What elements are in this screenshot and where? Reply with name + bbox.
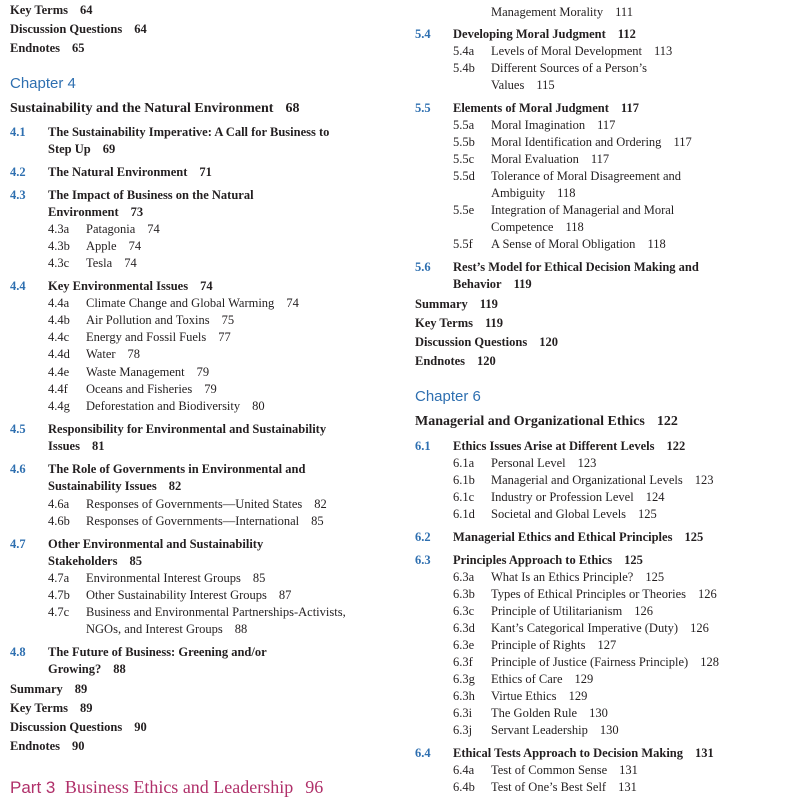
section-title: Environment xyxy=(48,205,119,219)
sub-title: Water xyxy=(86,347,116,361)
sub-title: Apple xyxy=(86,239,117,253)
sub-title: Patagonia xyxy=(86,222,136,236)
sub-page: 124 xyxy=(645,490,665,504)
section-title: The Impact of Business on the Natural xyxy=(48,188,254,202)
sub-page: 85 xyxy=(252,571,266,585)
sub-page: 118 xyxy=(647,237,666,251)
section-page: 85 xyxy=(129,554,142,568)
toc-section-4-4[interactable] xyxy=(10,278,213,294)
toc-sub-4-4g[interactable] xyxy=(48,398,265,414)
sub-code: 5.5e xyxy=(453,203,475,217)
sub-page: 125 xyxy=(645,570,665,584)
sub-code: 6.3e xyxy=(453,638,475,652)
toc-sub-5-5d[interactable] xyxy=(453,168,681,184)
toc-sub-6-3f[interactable] xyxy=(453,654,719,670)
toc-sub-5-5e-cont[interactable] xyxy=(491,219,584,235)
toc-sub-4-7c[interactable] xyxy=(48,604,346,620)
section-page: 74 xyxy=(200,279,213,293)
toc-sub-5-4a[interactable] xyxy=(453,43,672,59)
sub-code: 4.3c xyxy=(48,256,70,270)
toc-section-4-1-cont[interactable] xyxy=(48,141,115,157)
sub-page: 126 xyxy=(698,587,717,601)
sub-title: Kant’s Categorical Imperative (Duty) xyxy=(491,621,679,635)
entry-label: Summary xyxy=(415,297,468,311)
section-title: Behavior xyxy=(453,277,502,291)
sub-page: 88 xyxy=(234,622,248,636)
toc-section-6-2[interactable] xyxy=(415,529,703,545)
toc-section-4-8[interactable] xyxy=(10,644,267,660)
sub-title: Deforestation and Biodiversity xyxy=(86,399,241,413)
toc-sub-6-3a[interactable] xyxy=(453,569,664,585)
section-page: 122 xyxy=(666,439,686,453)
toc-sub-6-1b[interactable] xyxy=(453,472,713,488)
toc-section-4-2[interactable] xyxy=(10,164,212,180)
toc-sub-6-1c[interactable] xyxy=(453,489,664,505)
sub-page: 130 xyxy=(599,723,619,737)
section-title: Step Up xyxy=(48,142,91,156)
entry-label: Endnotes xyxy=(10,739,61,753)
toc-sub-6-3d[interactable] xyxy=(453,620,709,636)
section-number: 4.7 xyxy=(10,537,26,551)
toc-sub-6-3i[interactable] xyxy=(453,705,608,721)
sub-title: A Sense of Moral Obligation xyxy=(491,237,636,251)
toc-sub-5-5f[interactable] xyxy=(453,236,666,252)
sub-code: 4.3a xyxy=(48,222,70,236)
toc-section-4-5-cont[interactable] xyxy=(48,438,104,454)
sub-code: 5.4b xyxy=(453,61,475,75)
sub-code: 4.7c xyxy=(48,605,70,619)
sub-page: 74 xyxy=(286,296,299,310)
entry-page: 64 xyxy=(79,3,93,17)
sub-page: 129 xyxy=(574,672,594,686)
sub-title: Tolerance of Moral Disagreement and xyxy=(491,169,682,183)
sub-code: 6.3c xyxy=(453,604,475,618)
section-number: 5.6 xyxy=(415,260,431,274)
part-label: Part 3 xyxy=(10,778,56,797)
section-title: The Future of Business: Greening and/or xyxy=(48,645,267,659)
section-number: 4.4 xyxy=(10,279,26,293)
sub-page: 129 xyxy=(568,689,588,703)
section-number: 6.3 xyxy=(415,553,431,567)
toc-entry-endnotes-ch3[interactable] xyxy=(10,40,85,56)
entry-page: 89 xyxy=(74,682,88,696)
toc-section-4-5[interactable] xyxy=(10,421,326,437)
sub-page: 79 xyxy=(196,365,210,379)
sub-title: Values xyxy=(491,78,525,92)
toc-section-4-6[interactable] xyxy=(10,461,305,477)
sub-page: 80 xyxy=(252,399,265,413)
section-page: 131 xyxy=(695,746,714,760)
toc-sub-4-4b[interactable] xyxy=(48,312,234,328)
sub-title: Air Pollution and Toxins xyxy=(86,313,210,327)
entry-page: 89 xyxy=(79,701,93,715)
toc-sub-4-4e[interactable] xyxy=(48,364,209,380)
sub-code: 6.1a xyxy=(453,456,475,470)
entry-page: 120 xyxy=(477,354,496,368)
toc-sub-5-3-cont[interactable] xyxy=(491,4,633,20)
toc-sub-4-3b[interactable] xyxy=(48,238,141,254)
section-title: The Role of Governments in Environmental and xyxy=(48,462,306,476)
sub-title: Virtue Ethics xyxy=(491,689,557,703)
chapter-6-heading: Chapter 6 xyxy=(415,388,481,405)
entry-page: 119 xyxy=(479,297,498,311)
toc-sub-6-3b[interactable] xyxy=(453,586,717,602)
section-page: 125 xyxy=(624,553,643,567)
toc-entry-endnotes-ch4[interactable] xyxy=(10,738,85,754)
entry-label: Endnotes xyxy=(10,41,61,55)
section-page: 117 xyxy=(620,101,639,115)
entry-page: 65 xyxy=(72,41,85,55)
sub-title: Environmental Interest Groups xyxy=(86,571,241,585)
toc-sub-6-3c[interactable] xyxy=(453,603,653,619)
toc-section-6-4[interactable] xyxy=(415,745,714,761)
toc-entry-endnotes-ch5[interactable] xyxy=(415,353,496,369)
toc-sub-4-3c[interactable] xyxy=(48,255,137,271)
sub-page: 118 xyxy=(565,220,584,234)
sub-code: 4.6b xyxy=(48,514,70,528)
sub-code: 6.3f xyxy=(453,655,473,669)
sub-title: Energy and Fossil Fuels xyxy=(86,330,207,344)
chapter-title-page: 122 xyxy=(656,414,678,429)
sub-title: Principle of Utilitarianism xyxy=(491,604,623,618)
sub-page: 74 xyxy=(128,239,142,253)
section-title: Issues xyxy=(48,439,80,453)
section-title: Principles Approach to Ethics xyxy=(453,553,613,567)
toc-sub-5-4b[interactable] xyxy=(453,60,647,76)
sub-page: 78 xyxy=(127,347,141,361)
sub-page: 79 xyxy=(204,382,217,396)
sub-page: 125 xyxy=(638,507,657,521)
sub-title: Test of Common Sense xyxy=(491,763,608,777)
section-title: Rest’s Model for Ethical Decision Making and xyxy=(453,260,699,274)
section-number: 5.5 xyxy=(415,101,431,115)
toc-sub-5-4b-cont[interactable] xyxy=(491,77,555,93)
toc-sub-6-3j[interactable] xyxy=(453,722,619,738)
section-page: 71 xyxy=(199,165,212,179)
sub-page: 113 xyxy=(654,44,673,58)
section-title: Responsibility for Environmental and Sustainability xyxy=(48,422,327,436)
sub-title: Responses of Governments—United States xyxy=(86,497,303,511)
toc-sub-4-7b[interactable] xyxy=(48,587,291,603)
toc-section-4-8-cont[interactable] xyxy=(48,661,126,677)
sub-code: 5.4a xyxy=(453,44,475,58)
sub-page: 74 xyxy=(124,256,137,270)
sub-page: 128 xyxy=(700,655,719,669)
section-page: 125 xyxy=(684,530,704,544)
sub-title: Moral Imagination xyxy=(491,118,586,132)
entry-label: Discussion Questions xyxy=(10,720,123,734)
section-title: Key Environmental Issues xyxy=(48,279,189,293)
sub-code: 4.4g xyxy=(48,399,70,413)
sub-code: 5.5b xyxy=(453,135,475,149)
sub-title: Management Morality xyxy=(491,5,604,19)
sub-page: 131 xyxy=(618,780,637,794)
sub-title: Other Sustainability Interest Groups xyxy=(86,588,267,602)
toc-section-4-1[interactable] xyxy=(10,124,329,140)
section-number: 4.3 xyxy=(10,188,26,202)
sub-title: Managerial and Organizational Levels xyxy=(491,473,683,487)
section-number: 4.8 xyxy=(10,645,26,659)
sub-title: What Is an Ethics Principle? xyxy=(491,570,634,584)
entry-page: 119 xyxy=(484,316,504,330)
section-page: 112 xyxy=(617,27,636,41)
sub-page: 123 xyxy=(694,473,714,487)
entry-page: 64 xyxy=(134,22,147,36)
sub-code: 5.5d xyxy=(453,169,475,183)
toc-sub-4-3a[interactable] xyxy=(48,221,160,237)
section-title: Ethical Tests Approach to Decision Making xyxy=(453,746,684,760)
chapter-4-title[interactable] xyxy=(10,101,299,117)
section-page: 73 xyxy=(130,205,144,219)
toc-section-5-6-cont[interactable] xyxy=(453,276,532,292)
toc-section-5-5[interactable] xyxy=(415,100,639,116)
sub-code: 6.3h xyxy=(453,689,475,703)
toc-sub-5-5b[interactable] xyxy=(453,134,692,150)
sub-code: 5.5a xyxy=(453,118,475,132)
toc-entry-key-terms-ch4[interactable] xyxy=(10,700,92,716)
chapter-title-text: Sustainability and the Natural Environment xyxy=(10,101,274,116)
toc-sub-6-3h[interactable] xyxy=(453,688,587,704)
sub-title: Tesla xyxy=(86,256,113,270)
toc-entry-discussion-questions-ch4[interactable] xyxy=(10,719,147,735)
sub-page: 117 xyxy=(673,135,692,149)
entry-label: Key Terms xyxy=(10,701,68,715)
toc-section-4-3-cont[interactable] xyxy=(48,204,143,220)
sub-code: 5.5f xyxy=(453,237,473,251)
section-page: 82 xyxy=(168,479,182,493)
toc-sub-4-4d[interactable] xyxy=(48,346,140,362)
toc-sub-6-4b[interactable] xyxy=(453,779,637,795)
sub-title: Oceans and Fisheries xyxy=(86,382,193,396)
sub-title: Moral Identification and Ordering xyxy=(491,135,662,149)
section-page: 88 xyxy=(113,662,126,676)
sub-page: 131 xyxy=(619,763,638,777)
section-title: Sustainability Issues xyxy=(48,479,157,493)
sub-page: 82 xyxy=(314,497,327,511)
section-title: Other Environmental and Sustainability xyxy=(48,537,264,551)
chapter-title-text: Managerial and Organizational Ethics xyxy=(415,414,645,429)
sub-page: 117 xyxy=(590,152,610,166)
sub-code: 4.4a xyxy=(48,296,70,310)
sub-title: Ethics of Care xyxy=(491,672,563,686)
sub-page: 115 xyxy=(536,78,555,92)
section-page: 119 xyxy=(513,277,532,291)
section-number: 4.1 xyxy=(10,125,26,139)
section-number: 4.5 xyxy=(10,422,26,436)
sub-code: 6.3a xyxy=(453,570,475,584)
sub-code: 6.3j xyxy=(453,723,473,737)
section-page: 81 xyxy=(91,439,105,453)
sub-page: 111 xyxy=(615,5,633,19)
toc-entry-key-terms-ch5[interactable] xyxy=(415,315,503,331)
sub-title: The Golden Rule xyxy=(491,706,578,720)
entry-page: 120 xyxy=(539,335,558,349)
sub-code: 4.3b xyxy=(48,239,70,253)
toc-sub-6-3g[interactable] xyxy=(453,671,593,687)
sub-page: 87 xyxy=(278,588,292,602)
sub-title: Servant Leadership xyxy=(491,723,588,737)
toc-sub-4-4c[interactable] xyxy=(48,329,231,345)
sub-title: Ambiguity xyxy=(491,186,546,200)
toc-sub-5-5e[interactable] xyxy=(453,202,674,218)
toc-entry-key-terms-ch3[interactable] xyxy=(10,2,92,18)
sub-code: 4.4d xyxy=(48,347,70,361)
sub-title: NGOs, and Interest Groups xyxy=(86,622,223,636)
toc-entry-discussion-questions-ch5[interactable] xyxy=(415,334,558,350)
section-title: Ethics Issues Arise at Different Levels xyxy=(453,439,655,453)
toc-entry-summary-ch5[interactable] xyxy=(415,296,498,312)
sub-title: Principle of Justice (Fairness Principle) xyxy=(491,655,689,669)
sub-page: 127 xyxy=(597,638,617,652)
toc-section-4-7-cont[interactable] xyxy=(48,553,142,569)
sub-code: 6.1b xyxy=(453,473,475,487)
toc-entry-summary-ch4[interactable] xyxy=(10,681,87,697)
part-3-heading[interactable] xyxy=(10,776,323,799)
sub-title: Societal and Global Levels xyxy=(491,507,627,521)
sub-page: 118 xyxy=(557,186,576,200)
sub-title: Test of One’s Best Self xyxy=(491,780,607,794)
sub-title: Industry or Profession Level xyxy=(491,490,634,504)
toc-sub-4-7a[interactable] xyxy=(48,570,265,586)
toc-sub-6-3e[interactable] xyxy=(453,637,616,653)
sub-code: 5.5c xyxy=(453,152,475,166)
section-title: Growing? xyxy=(48,662,102,676)
toc-sub-4-6b[interactable] xyxy=(48,513,324,529)
toc-sub-4-4f[interactable] xyxy=(48,381,217,397)
toc-section-4-3[interactable] xyxy=(10,187,254,203)
toc-entry-discussion-questions-ch3[interactable] xyxy=(10,21,147,37)
sub-code: 4.4f xyxy=(48,382,68,396)
sub-title: Business and Environmental Partnerships-Activists, xyxy=(86,605,346,619)
section-title: Managerial Ethics and Ethical Principles xyxy=(453,530,673,544)
sub-title: Principle of Rights xyxy=(491,638,586,652)
sub-code: 6.1d xyxy=(453,507,475,521)
entry-label: Summary xyxy=(10,682,63,696)
sub-code: 4.4c xyxy=(48,330,70,344)
sub-title: Levels of Moral Development xyxy=(491,44,642,58)
sub-code: 4.7a xyxy=(48,571,70,585)
entry-label: Key Terms xyxy=(415,316,473,330)
sub-title: Integration of Managerial and Moral xyxy=(491,203,675,217)
sub-title: Waste Management xyxy=(86,365,185,379)
toc-sub-6-1a[interactable] xyxy=(453,455,596,471)
sub-page: 123 xyxy=(577,456,597,470)
section-number: 4.2 xyxy=(10,165,26,179)
entry-label: Endnotes xyxy=(415,354,466,368)
part-page: 96 xyxy=(305,777,324,797)
section-number: 5.4 xyxy=(415,27,431,41)
sub-page: 74 xyxy=(147,222,160,236)
section-title: The Natural Environment xyxy=(48,165,188,179)
toc-sub-4-7c-cont[interactable] xyxy=(86,621,247,637)
sub-code: 6.4a xyxy=(453,763,475,777)
section-title: Developing Moral Judgment xyxy=(453,27,606,41)
toc-section-4-6-cont[interactable] xyxy=(48,478,181,494)
sub-code: 4.4e xyxy=(48,365,70,379)
sub-title: Personal Level xyxy=(491,456,566,470)
section-page: 69 xyxy=(102,142,116,156)
sub-page: 75 xyxy=(221,313,235,327)
section-number: 6.2 xyxy=(415,530,431,544)
sub-code: 6.3i xyxy=(453,706,473,720)
toc-section-6-1[interactable] xyxy=(415,438,685,454)
sub-code: 4.4b xyxy=(48,313,70,327)
sub-code: 6.3d xyxy=(453,621,475,635)
chapter-title-page: 68 xyxy=(285,101,300,116)
entry-page: 90 xyxy=(72,739,85,753)
part-title: Business Ethics and Leadership xyxy=(64,777,294,797)
sub-title: Responses of Governments—International xyxy=(86,514,300,528)
entry-label: Key Terms xyxy=(10,3,68,17)
sub-title: Competence xyxy=(491,220,554,234)
toc-sub-4-4a[interactable] xyxy=(48,295,299,311)
sub-code: 6.3b xyxy=(453,587,475,601)
section-number: 4.6 xyxy=(10,462,26,476)
toc-section-5-4[interactable] xyxy=(415,26,636,42)
sub-code: 6.1c xyxy=(453,490,475,504)
toc-sub-6-4a[interactable] xyxy=(453,762,638,778)
entry-label: Discussion Questions xyxy=(10,22,123,36)
sub-page: 130 xyxy=(589,706,608,720)
sub-page: 117 xyxy=(597,118,616,132)
sub-page: 126 xyxy=(690,621,709,635)
sub-title: Moral Evaluation xyxy=(491,152,579,166)
sub-code: 4.6a xyxy=(48,497,70,511)
toc-section-6-3[interactable] xyxy=(415,552,643,568)
sub-title: Climate Change and Global Warming xyxy=(86,296,275,310)
section-title: Elements of Moral Judgment xyxy=(453,101,609,115)
sub-title: Types of Ethical Principles or Theories xyxy=(491,587,687,601)
sub-title: Different Sources of a Person’s xyxy=(491,61,647,75)
section-title: Stakeholders xyxy=(48,554,118,568)
chapter-6-title[interactable] xyxy=(415,414,678,430)
sub-page: 77 xyxy=(218,330,231,344)
toc-sub-5-5d-cont[interactable] xyxy=(491,185,575,201)
sub-code: 6.3g xyxy=(453,672,475,686)
toc-sub-5-5c[interactable] xyxy=(453,151,609,167)
toc-section-5-6[interactable] xyxy=(415,259,699,275)
sub-code: 4.7b xyxy=(48,588,70,602)
entry-label: Discussion Questions xyxy=(415,335,528,349)
toc-section-4-7[interactable] xyxy=(10,536,263,552)
toc-sub-4-6a[interactable] xyxy=(48,496,327,512)
entry-page: 90 xyxy=(134,720,147,734)
toc-sub-6-1d[interactable] xyxy=(453,506,657,522)
section-title: The Sustainability Imperative: A Call for Business to xyxy=(48,125,330,139)
chapter-4-heading: Chapter 4 xyxy=(10,75,76,92)
sub-code: 6.4b xyxy=(453,780,475,794)
sub-page: 126 xyxy=(634,604,653,618)
toc-sub-5-5a[interactable] xyxy=(453,117,615,133)
sub-page: 85 xyxy=(311,514,324,528)
section-number: 6.1 xyxy=(415,439,431,453)
section-number: 6.4 xyxy=(415,746,431,760)
